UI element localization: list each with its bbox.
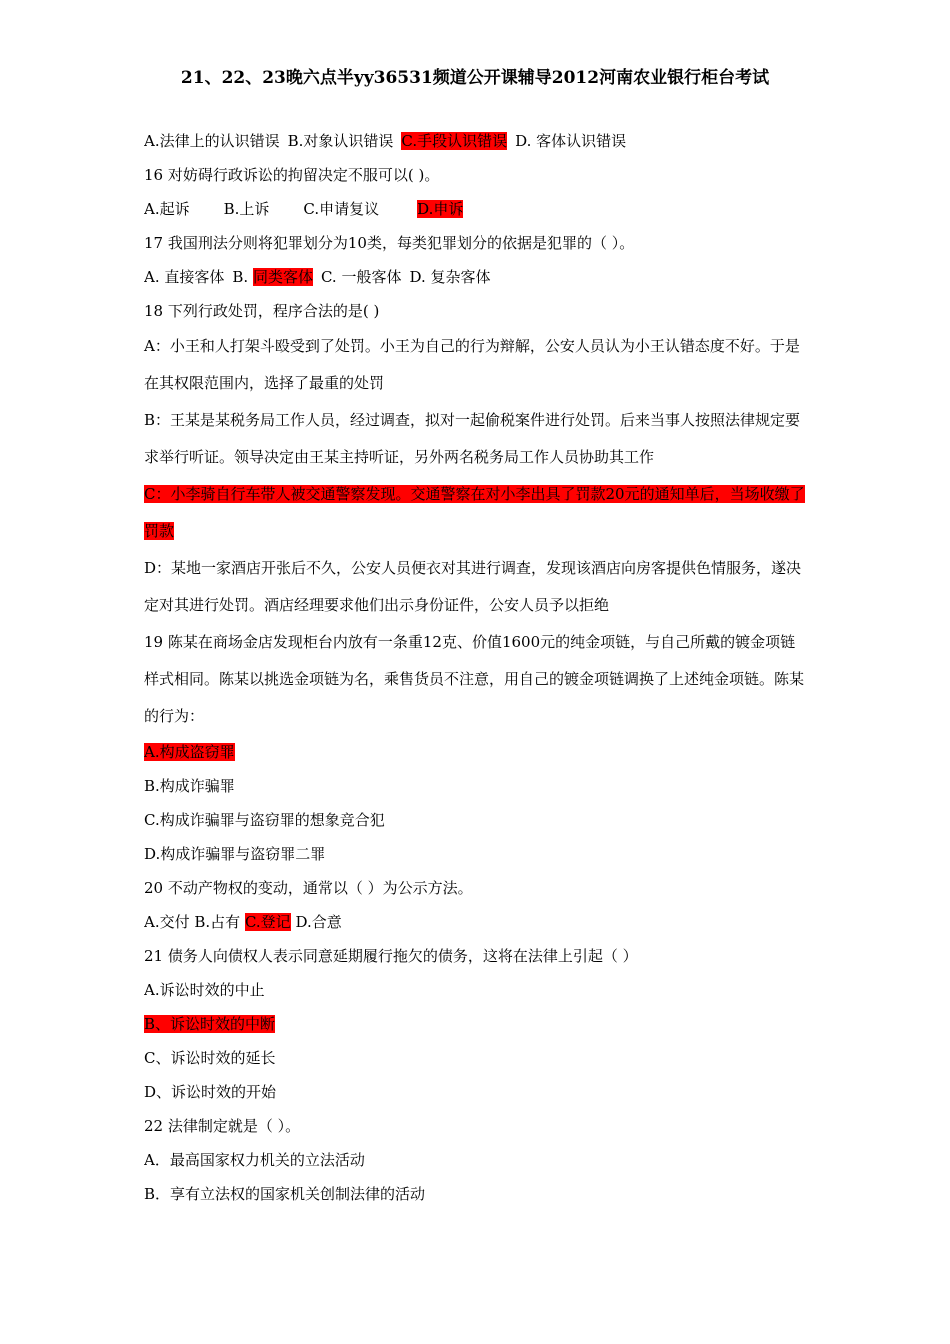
q16-options xyxy=(144,192,808,226)
q15-option-c-answer: C.手段认识错误 xyxy=(401,132,508,150)
q21-option-b-text: B、诉讼时效的中断 xyxy=(144,1015,276,1033)
q18-option-c-answer xyxy=(144,476,808,550)
q15-option-d: D. 客体认识错误 xyxy=(515,132,627,150)
q20-option-a: A.交付 xyxy=(144,913,190,931)
q17-option-d: D. 复杂客体 xyxy=(409,268,491,286)
q21-option-a: A.诉讼时效的中止 xyxy=(144,981,265,999)
q22-stem: 22 法律制定就是（ ）。 xyxy=(144,1117,301,1135)
q15-option-a: A.法律上的认识错误 xyxy=(144,132,280,150)
q19-option-b: B.构成诈骗罪 xyxy=(144,777,235,795)
q19-option-a-answer xyxy=(144,735,808,769)
q17-option-a: A. 直接客体 xyxy=(144,268,225,286)
q18-option-a: A：小王和人打架斗殴受到了处罚。小王为自己的行为辩解，公安人员认为小王认错态度不好。于是在其权限范围内，选择了最重的处罚 xyxy=(144,337,800,392)
q18-option-b: B：王某是某税务局工作人员，经过调查，拟对一起偷税案件进行处罚。后来当事人按照法律规定要求举行听证。领导决定由王某主持听证，另外两名税务局工作人员协助其工作 xyxy=(144,411,801,466)
q17-options xyxy=(144,260,808,294)
q21-option-c: C、诉讼时效的延长 xyxy=(144,1049,276,1067)
q15-options xyxy=(144,124,808,158)
q22-option-a: A．最高国家权力机关的立法活动 xyxy=(144,1151,365,1169)
q21-option-b-answer xyxy=(144,1007,808,1041)
q20-option-b: B.占有 xyxy=(194,913,241,931)
q16-option-c: C.申请复议 xyxy=(303,200,380,218)
q20-stem: 20 不动产物权的变动，通常以（ ）为公示方法。 xyxy=(144,879,473,897)
q17-option-b-answer: 同类客体 xyxy=(252,268,313,286)
q16-option-a: A.起诉 xyxy=(144,200,190,218)
q19-option-c: C.构成诈骗罪与盗窃罪的想象竞合犯 xyxy=(144,811,385,829)
document-title: 21、22、23晚六点半yy36531频道公开课辅导2012河南农业银行柜台考试 xyxy=(180,68,770,88)
q17-option-c: C. 一般客体 xyxy=(320,268,402,286)
q18-option-d: D：某地一家酒店开张后不久，公安人员便衣对其进行调查，发现该酒店向房客提供色情服务，遂决定对其进行处罚。酒店经理要求他们出示身份证件，公安人员予以拒绝 xyxy=(144,559,802,614)
q20-option-d: D.合意 xyxy=(295,913,342,931)
q16-stem: 16 对妨碍行政诉讼的拘留决定不服可以( )。 xyxy=(144,166,440,184)
q18-stem: 18 下列行政处罚，程序合法的是( ) xyxy=(144,302,380,320)
q19-option-a-text: A.构成盗窃罪 xyxy=(144,743,235,761)
q19-option-d: D.构成诈骗罪与盗窃罪二罪 xyxy=(144,845,326,863)
q17-option-b-prefix: B. xyxy=(232,268,249,286)
q21-stem: 21 债务人向债权人表示同意延期履行拖欠的债务，这将在法律上引起（ ） xyxy=(144,947,638,965)
q16-option-d-answer: D.申诉 xyxy=(417,200,464,218)
document-body xyxy=(144,124,808,1211)
q16-option-b: B.上诉 xyxy=(223,200,270,218)
q17-stem: 17 我国刑法分则将犯罪划分为10类，每类犯罪划分的依据是犯罪的（ ）。 xyxy=(144,234,635,252)
q19-stem: 19 陈某在商场金店发现柜台内放有一条重12克、价值1600元的纯金项链，与自己所戴的镀金项链样式相同。陈某以挑选金项链为名，乘售货员不注意，用自己的镀金项链调换了上述纯金项链。陈某的行为： xyxy=(144,633,805,725)
q18-option-c-text: C：小李骑自行车带人被交通警察发现。交通警察在对小李出具了罚款20元的通知单后，当场收缴了罚款 xyxy=(144,485,805,540)
q22-option-b: B．享有立法权的国家机关创制法律的活动 xyxy=(144,1185,426,1203)
q20-options xyxy=(144,905,808,939)
q20-option-c-answer: C.登记 xyxy=(244,913,291,931)
q21-option-d: D、诉讼时效的开始 xyxy=(144,1083,277,1101)
q15-option-b: B.对象认识错误 xyxy=(287,132,394,150)
